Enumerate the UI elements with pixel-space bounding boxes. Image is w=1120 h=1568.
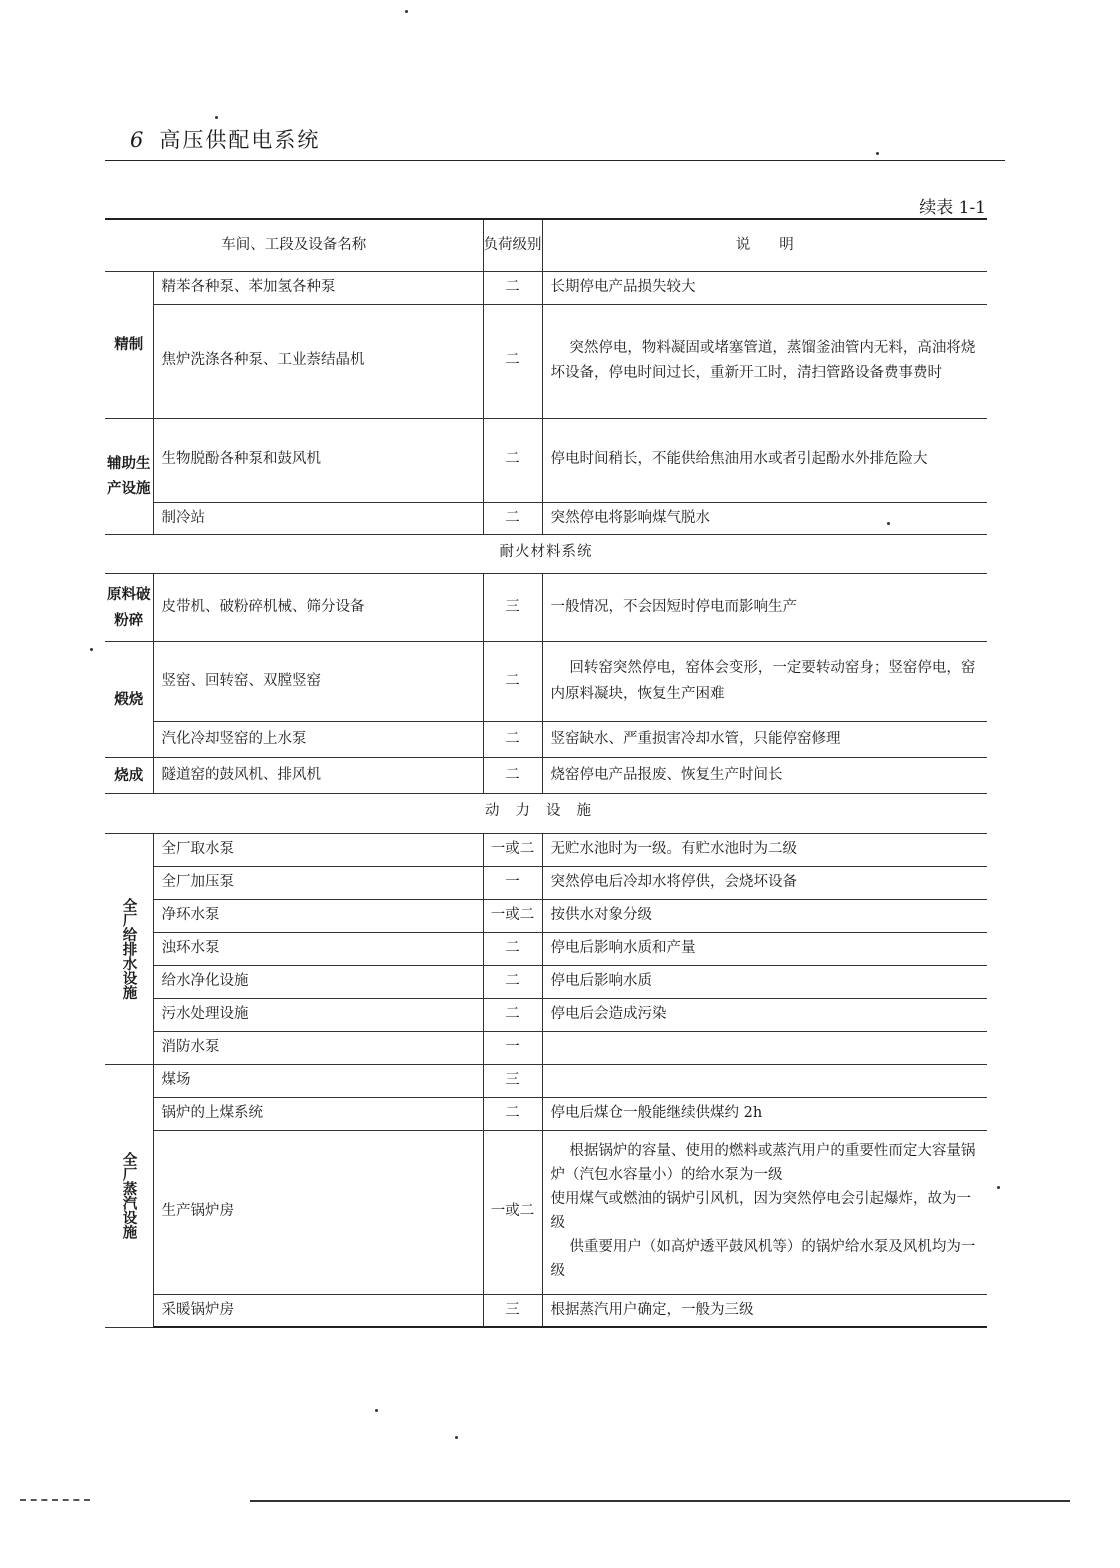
item-desc: 回转窑突然停电，窑体会变形，一定要转动窑身；竖窑停电，窑内原料凝块，恢复生产困难 (542, 642, 987, 722)
table-row (105, 1294, 987, 1327)
item-desc: 按供水对象分级 (542, 899, 987, 932)
table-row (105, 271, 987, 304)
item-name: 煤场 (153, 1064, 483, 1097)
item-grade: 一 (483, 1031, 542, 1064)
table-row (105, 304, 987, 418)
item-desc: 根据蒸汽用户确定，一般为三级 (542, 1294, 987, 1327)
table-row (105, 866, 987, 899)
table-row (105, 502, 987, 534)
item-name: 生物脱酚各种泵和鼓风机 (153, 418, 483, 502)
item-desc: 停电时间稍长，不能供给焦油用水或者引起酚水外排危险大 (542, 418, 987, 502)
item-desc: 长期停电产品损失较大 (542, 271, 987, 304)
scan-speck (90, 648, 93, 651)
table-row (105, 1031, 987, 1064)
section-row (105, 794, 987, 833)
item-name: 全厂取水泵 (153, 833, 483, 866)
item-grade: 三 (483, 1294, 542, 1327)
item-desc: 突然停电，物料凝固或堵塞管道，蒸馏釜油管内无料，高油将烧坏设备，停电时间过长，重新开工时，清扫管路设备费事费时 (542, 304, 987, 418)
item-desc (542, 1130, 987, 1294)
item-name: 汽化冷却竖窑的上水泵 (153, 722, 483, 758)
table-row (105, 1064, 987, 1097)
item-grade: 二 (483, 642, 542, 722)
item-name: 锅炉的上煤系统 (153, 1097, 483, 1130)
table-header-row (105, 219, 987, 271)
item-grade: 一或二 (483, 833, 542, 866)
table-caption: 续表 1-1 (919, 198, 986, 218)
item-desc: 烧窑停电产品报废、恢复生产时间长 (542, 758, 987, 794)
table-row (105, 418, 987, 502)
group-label: 全厂蒸汽设施 (105, 1064, 153, 1327)
scan-speck (887, 522, 890, 525)
item-grade: 一或二 (483, 899, 542, 932)
item-name: 污水处理设施 (153, 998, 483, 1031)
item-grade: 一 (483, 866, 542, 899)
table-row (105, 833, 987, 866)
group-label: 原料破粉碎 (105, 574, 153, 642)
item-grade: 二 (483, 1097, 542, 1130)
header-desc: 说 明 (542, 219, 987, 271)
item-grade: 二 (483, 998, 542, 1031)
group-label: 全厂给排水设施 (105, 833, 153, 1064)
chapter-title: 高压供配电系统 (159, 128, 321, 152)
item-grade: 二 (483, 304, 542, 418)
table-row (105, 899, 987, 932)
item-name: 浊环水泵 (153, 932, 483, 965)
group-label: 辅助生产设施 (105, 418, 153, 534)
item-grade: 一或二 (483, 1130, 542, 1294)
item-name: 全厂加压泵 (153, 866, 483, 899)
load-grade-table (105, 218, 987, 1328)
item-grade: 二 (483, 502, 542, 534)
scan-speck (215, 116, 218, 119)
desc-line: 供重要用户（如高炉透平鼓风机等）的锅炉给水泵及风机均为一级 (550, 1239, 976, 1279)
item-name: 消防水泵 (153, 1031, 483, 1064)
desc-line: 使用煤气或燃油的锅炉引风机，因为突然停电会引起爆炸，故为一级 (550, 1191, 971, 1232)
item-name: 皮带机、破粉碎机械、筛分设备 (153, 574, 483, 642)
section-title: 耐火材料系统 (105, 534, 987, 573)
item-name: 净环水泵 (153, 899, 483, 932)
page-header (130, 124, 320, 154)
item-name: 生产锅炉房 (153, 1130, 483, 1294)
header-grade: 负荷级别 (483, 219, 542, 271)
item-name: 隧道窑的鼓风机、排风机 (153, 758, 483, 794)
item-grade: 二 (483, 271, 542, 304)
item-desc: 停电后会造成污染 (542, 998, 987, 1031)
item-name: 竖窑、回转窑、双膛竖窑 (153, 642, 483, 722)
scan-speck (375, 1409, 378, 1412)
footer-rule (250, 1500, 1070, 1502)
table-row (105, 998, 987, 1031)
table-row (105, 965, 987, 998)
header-name: 车间、工段及设备名称 (105, 219, 483, 271)
item-grade: 二 (483, 965, 542, 998)
item-desc: 停电后煤仓一般能继续供煤约 2h (542, 1097, 987, 1130)
item-grade: 三 (483, 1064, 542, 1097)
table-row (105, 1130, 987, 1294)
item-name: 焦炉洗涤各种泵、工业萘结晶机 (153, 304, 483, 418)
section-row (105, 534, 987, 573)
chapter-number: 6 (130, 128, 146, 152)
item-grade: 三 (483, 574, 542, 642)
table-row (105, 758, 987, 794)
table-row (105, 722, 987, 758)
scan-speck (876, 152, 879, 155)
desc-line: 根据锅炉的容量、使用的燃料或蒸汽用户的重要性而定大容量锅炉（汽包水容量小）的给水泵为一级 (550, 1143, 976, 1184)
item-desc: 停电后影响水质和产量 (542, 932, 987, 965)
item-name: 采暖锅炉房 (153, 1294, 483, 1327)
item-desc: 突然停电将影响煤气脱水 (542, 502, 987, 534)
item-name: 制冷站 (153, 502, 483, 534)
item-grade: 二 (483, 932, 542, 965)
section-title: 动力设施 (105, 794, 987, 833)
item-desc: 停电后影响水质 (542, 965, 987, 998)
item-desc: 一般情况，不会因短时停电而影响生产 (542, 574, 987, 642)
group-label: 精制 (105, 271, 153, 418)
item-desc: 竖窑缺水、严重损害冷却水管，只能停窑修理 (542, 722, 987, 758)
item-desc (542, 1064, 987, 1097)
scan-speck (405, 10, 408, 13)
item-name: 精苯各种泵、苯加氢各种泵 (153, 271, 483, 304)
item-grade: 二 (483, 418, 542, 502)
table-row (105, 642, 987, 722)
item-name: 给水净化设施 (153, 965, 483, 998)
group-label: 煅烧 (105, 642, 153, 758)
item-grade: 二 (483, 758, 542, 794)
item-desc (542, 1031, 987, 1064)
scan-speck (997, 1186, 1000, 1189)
group-label: 烧成 (105, 758, 153, 794)
scan-speck (455, 1436, 458, 1439)
table-row (105, 1097, 987, 1130)
table-row (105, 932, 987, 965)
item-grade: 二 (483, 722, 542, 758)
header-rule (105, 160, 1005, 161)
item-desc: 无贮水池时为一级。有贮水池时为二级 (542, 833, 987, 866)
item-desc: 突然停电后冷却水将停供，会烧坏设备 (542, 866, 987, 899)
table-row (105, 574, 987, 642)
footer-dash (20, 1499, 90, 1501)
